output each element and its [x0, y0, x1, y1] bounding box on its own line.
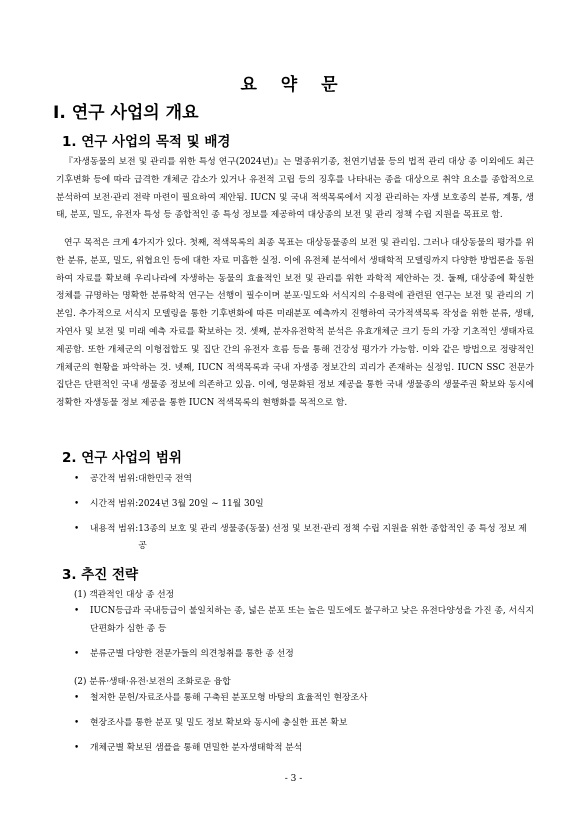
scope-value: 대한민국 전역	[138, 474, 193, 484]
section-heading: I. 연구 사업의 개요	[53, 103, 199, 123]
subsection-heading-purpose: 1. 연구 사업의 목적 및 배경	[62, 134, 231, 150]
subsection-heading-scope: 2. 연구 사업의 범위	[62, 450, 182, 466]
scope-value: 2024년 3월 20일 ~ 11월 30일	[138, 498, 264, 509]
scope-label: • 시간적 범위:	[90, 498, 139, 509]
page-title: 요 약 문	[240, 75, 347, 95]
list-item	[74, 521, 534, 557]
scope-label: • 내용적 범위:	[90, 523, 139, 534]
page-number: - 3 -	[284, 774, 303, 784]
scope-label: • 공간적 범위:	[90, 474, 139, 484]
list-item	[74, 496, 534, 514]
strategy-list-1	[74, 603, 534, 670]
strategy-group-label: (2) 분류·생태·유전·보전의 조화로운 융합	[74, 677, 231, 687]
scope-list	[74, 471, 534, 563]
list-item: • IUCN등급과 국내등급이 불일치하는 종, 넓은 분포 또는 높은 밀도에도 불구하고 낮은 유전다양성을 가진 종, 서식지 단편화가 심한 종 등	[74, 603, 534, 639]
paragraph-objectives: 연구 목적은 크게 4가지가 있다. 첫째, 적색목록의 최종 목표는 대상동물종의 보전 및 관리임. 그러나 대상동물의 평가를 위한 분류, 분포, 밀도, 위협요인 등에 대한 자료 미흡한 실정. 이에 유전체 분석에서 생태학적 모델링까지 다양한 방법론을 동원하여 자료를 확보해 우리나라에 자생하는 동물의 효율적인 보전 및 관리를 위한 과학적 제안하는 것. 둘째, 대상종에 확실한 정체를 규명하는 명확한 분류학적 연구는 선행이 필수이며 분포·밀도와 서식지의 수용력에 관련된 연구는 보전 및 관리의 기본임. 추가적으로 서식지 모델링을 통한 기후변화에 따른 미래분포 예측까지 진행하여 국가적색목록 작성을 위한 분류, 생태, 자연사 및 보전 및 미래 예측 자료를 확보하는 것. 셋째, 분자유전학적 분석은 유효개체군 크기 등의 가장 기초적인 생태자료 제공함. 또한 개체군의 이형접합도 및 집단 간의 유전자 흐름 등을 통해 건강성 평가가 가능함. 이와 같은 방법으로 정량적인 개체군의 현황을 파악하는 것. 넷째, IUCN 적색목록과 국내 자생종 정보간의 괴리가 존재하는 실정임. IUCN SSC 전문가 집단은 단편적인 국내 생물종 정보에 의존하고 있음. 이에, 영문화된 정보 제공을 통한 국내 생물종의 생물주권 확보와 동시에 정확한 자생동물 정보 제공을 통한 IUCN 적색목록의 현행화를 목적으로 함.	[56, 238, 534, 409]
list-item: • 현장조사를 통한 분포 및 밀도 정보 확보와 동시에 충실한 표본 확보	[74, 715, 534, 733]
scope-value: 13종의 보호 및 관리 생물종(동물) 선정 및 보전·관리 정책 수립 지원을 위한 종합적인 종 특성 정보 제공	[138, 523, 527, 552]
strategy-list-2	[74, 690, 534, 764]
list-item: • 개체군별 확보된 샘플을 통해 면밀한 분자생태학적 분석	[74, 740, 534, 758]
list-item	[74, 471, 534, 489]
paragraph-background: 『자생동물의 보전 및 관리를 위한 특성 연구(2024년)』는 멸종위기종, 천연기념물 등의 법적 관리 대상 종 이외에도 최근 기후변화 등에 따라 급격한 개체군 감소가 있거나 유전적 고립 등의 징후를 나타내는 종을 대상으로 취약 요소를 종합적으로 분석하여 보전·관리 전략 마련이 필요하여 제안됨. IUCN 및 국내 적색목록에서 지정 관리하는 자생 보호종의 분류, 계통, 생태, 분포, 밀도, 유전자 특성 등 종합적인 종 특성 정보를 제공하여 대상종의 보전 및 관리 정책 수립 지원을 목표로 함.	[56, 157, 534, 221]
list-item: • 철저한 문헌/자료조사를 통해 구축된 분포모형 바탕의 효율적인 현장조사	[74, 690, 534, 708]
strategy-group-label: (1) 객관적인 대상 종 선정	[74, 590, 175, 600]
subsection-heading-strategy: 3. 추진 전략	[62, 567, 139, 583]
list-item: • 분류군별 다양한 전문가들의 의견청취를 통한 종 선정	[74, 646, 534, 664]
